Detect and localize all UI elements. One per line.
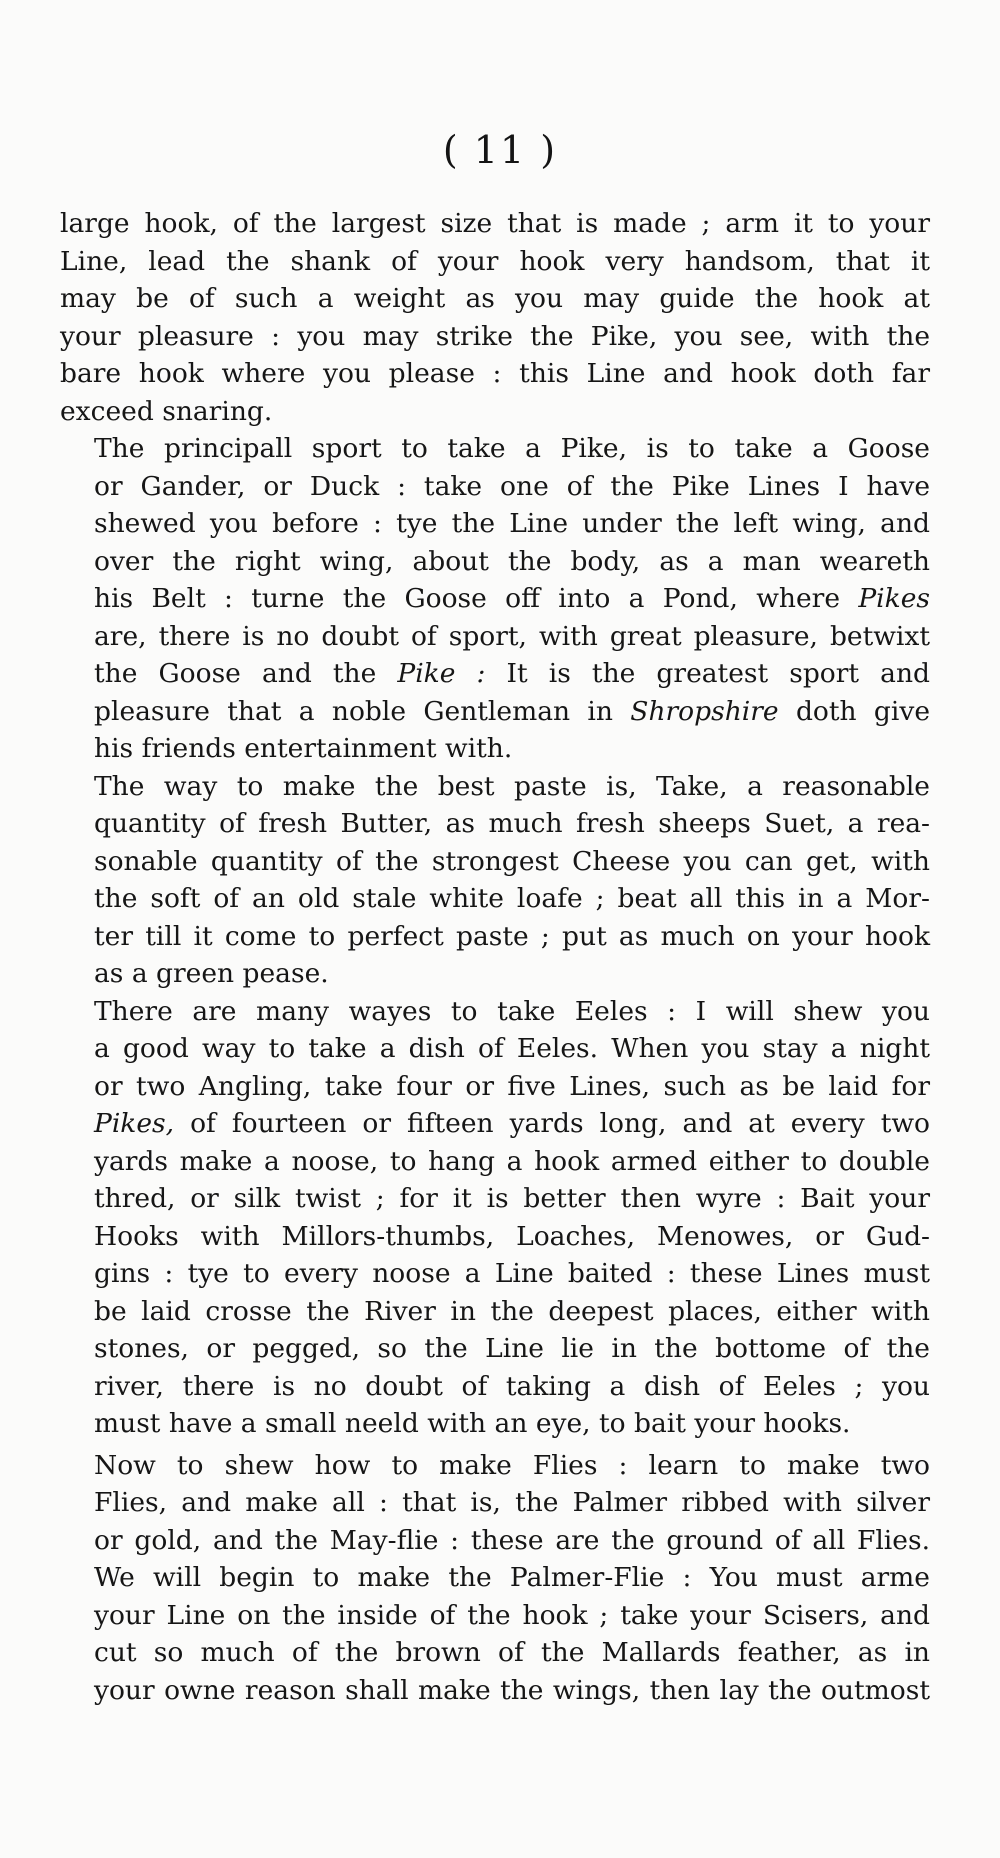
italic-run: Pike : xyxy=(397,658,486,689)
text-line xyxy=(60,693,930,731)
text-line: sonable quantity of the strongest Cheese you can get, with xyxy=(94,845,930,877)
text-run: the Goose and the xyxy=(94,658,398,689)
text-line: may be of such a weight as you may guide the hook at xyxy=(60,283,930,314)
text-line: river, there is no doubt of taking a dish of Eeles ; you xyxy=(94,1370,930,1402)
text-line: large hook, of the largest size that is made ; arm it to your xyxy=(60,208,930,239)
text-line: There are many wayes to take Eeles : I will shew you xyxy=(94,995,930,1027)
text-line: Hooks with Millors-thumbs, Loaches, Menowes, or Gud- xyxy=(94,1220,930,1252)
text-line: The way to make the best paste is, Take, a reasonable xyxy=(94,770,930,802)
text-line: quantity of fresh Butter, as much fresh sheeps Suet, a rea- xyxy=(94,808,930,839)
text-line: gins : tye to every noose a Line baited : these Lines must xyxy=(94,1258,930,1289)
text-run: his Belt : turne the Goose off into a Pond, where xyxy=(94,583,859,614)
text-run: pleasure that a noble Gentleman in xyxy=(94,695,631,727)
italic-run: Pikes xyxy=(858,583,930,614)
text-line: We will begin to make the Palmer-Flie : You must arme xyxy=(94,1562,930,1593)
text-line: ter till it come to perfect paste ; put as much on your hook xyxy=(94,920,930,952)
text-line: be laid crosse the River in the deepest places, either with xyxy=(94,1295,930,1327)
text-line xyxy=(60,580,930,618)
text-line xyxy=(60,1105,930,1143)
paragraph-4 xyxy=(60,993,930,1443)
paragraph-3 xyxy=(60,768,930,993)
text-line: The principall sport to take a Pike, is to take a Goose xyxy=(94,433,930,464)
text-line: Now to shew how to make Flies : learn to make two xyxy=(94,1449,930,1481)
text-line: your owne reason shall make the wings, then lay the outmost xyxy=(94,1674,930,1706)
text-line: over the right wing, about the body, as a man weareth xyxy=(94,545,930,577)
text-run: of fourteen or fifteen yards long, and at every two xyxy=(174,1108,930,1139)
text-line: bare hook where you please : this Line and hook doth far xyxy=(60,358,930,389)
text-line: as a green pease. xyxy=(94,958,329,989)
paragraph-6 xyxy=(60,1559,930,1709)
text-line: your pleasure : you may strike the Pike, you see, with the xyxy=(60,320,930,352)
italic-run: Shropshire xyxy=(630,695,779,727)
paragraph-2 xyxy=(60,430,930,768)
text-line: exceed snaring. xyxy=(60,395,273,427)
text-line xyxy=(60,655,930,693)
text-line: or gold, and the May-flie : these are the ground of all Flies. xyxy=(94,1524,930,1556)
text-line: cut so much of the brown of the Mallards feather, as in xyxy=(94,1637,930,1668)
text-run: doth give xyxy=(778,695,930,727)
body-text xyxy=(60,205,930,1709)
text-line: Line, lead the shank of your hook very handsom, that it xyxy=(60,245,930,277)
text-line: stones, or pegged, so the Line lie in the bottome of the xyxy=(94,1333,930,1364)
page-number: ( 11 ) xyxy=(442,128,558,172)
text-line: your Line on the inside of the hook ; take your Scisers, and xyxy=(94,1599,930,1631)
italic-run: Pikes, xyxy=(94,1108,175,1139)
paragraph-1 xyxy=(60,205,930,430)
text-line: or Gander, or Duck : take one of the Pike Lines I have xyxy=(94,470,930,502)
text-line: a good way to take a dish of Eeles. When you stay a night xyxy=(94,1033,930,1064)
text-line: or two Angling, take four or five Lines, such as be laid for xyxy=(94,1070,930,1102)
text-line: his friends entertainment with. xyxy=(94,733,513,764)
text-line: shewed you before : tye the Line under the left wing, and xyxy=(94,508,930,539)
paragraph-5 xyxy=(60,1447,930,1560)
text-line: thred, or silk twist ; for it is better then wyre : Bait your xyxy=(94,1183,930,1214)
text-line: yards make a noose, to hang a hook armed either to double xyxy=(94,1145,930,1177)
text-line: Flies, and make all : that is, the Palmer ribbed with silver xyxy=(94,1487,930,1518)
text-run: It is the greatest sport and xyxy=(485,658,930,689)
text-line: the soft of an old stale white loafe ; beat all this in a Mor- xyxy=(94,883,930,914)
text-line: are, there is no doubt of sport, with great pleasure, betwixt xyxy=(94,620,930,652)
text-line: must have a small neeld with an eye, to bait your hooks. xyxy=(94,1408,851,1439)
